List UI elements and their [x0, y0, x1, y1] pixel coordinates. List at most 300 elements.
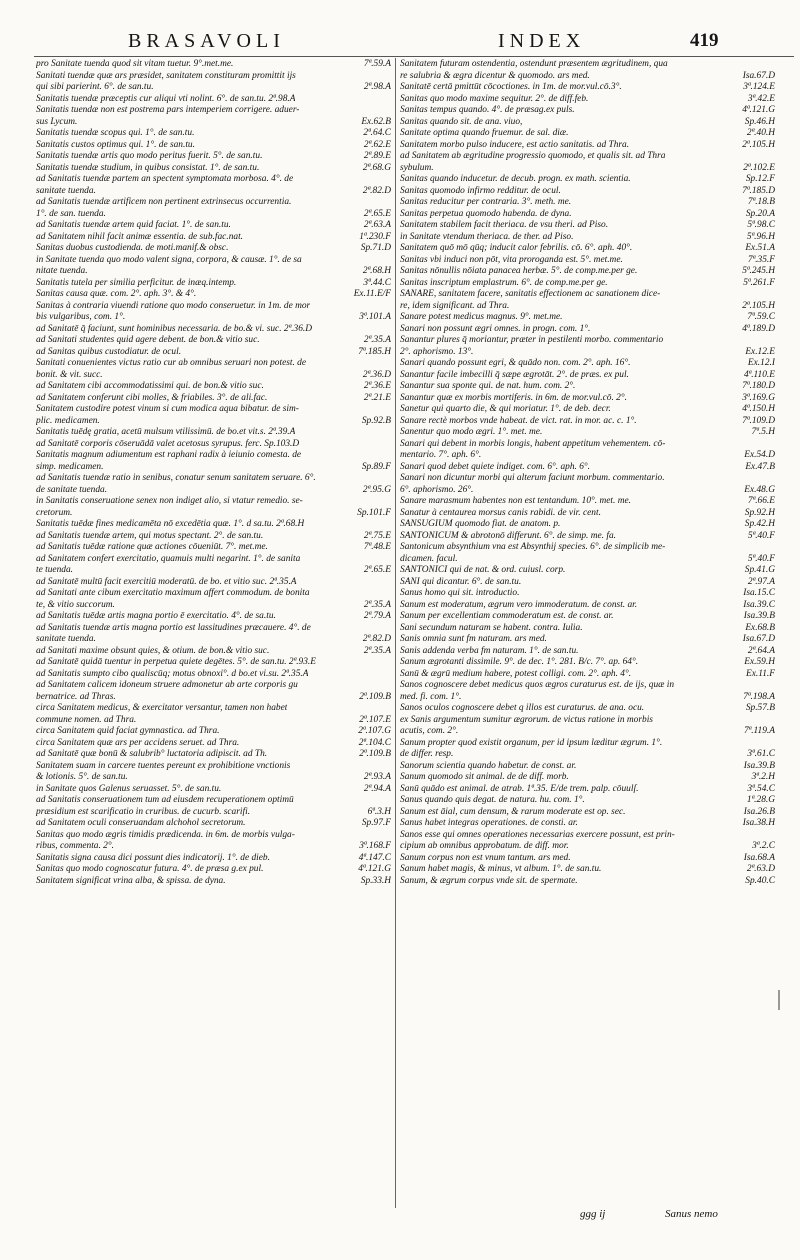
index-entry — [400, 163, 775, 175]
entry-text: re, idem significant. ad Thra. — [400, 300, 510, 311]
entry-text: Sanare marasmum habentes non est tentandum. 10°. met. me. — [400, 496, 631, 506]
entry-text: Sanitatem futuram ostendentia, ostendunt præsentem ægritudinem, qua — [400, 59, 668, 69]
entry-text: Sanitatis tuēdæ fines medicamēta nō excedētia quæ. 1°. d sa.tu. 2ª.68.H — [36, 519, 305, 529]
index-entry — [400, 71, 775, 83]
entry-reference: Sp.57.B — [745, 703, 775, 713]
entry-reference: 4ª.110.E — [743, 369, 775, 380]
entry-reference: 2ª.79.A — [363, 611, 391, 621]
entry-text: ad Sanitatem confert exercitatio, quamuis multi negarint. 1°. de sanita — [36, 553, 301, 564]
entry-text: ad Sanitatem ab ægritudine progressio quomodo, et qualis sit. ad Thra — [400, 151, 666, 161]
entry-reference — [387, 94, 391, 106]
entry-text: Sanitati conuenientes victus ratio cur ab omnibus seruari non potest. de — [36, 358, 307, 368]
entry-text: Sanitas nōnullis nōiata panacea herbæ. 5°. de comp.me.per ge. — [400, 266, 638, 276]
entry-text: Sanum est moderatum, ægrum vero immoderatum. de const. ar. — [400, 599, 638, 610]
entry-text: Sanitatē certā pmittūt cōcoctiones. in 1m. de mor.vul.cō.3°. — [400, 82, 622, 92]
index-entry — [400, 577, 775, 589]
running-title-left: BRASAVOLI — [128, 30, 285, 52]
index-entry — [400, 496, 775, 508]
index-entry — [36, 220, 391, 232]
entry-reference: Ex.11.E/F — [353, 289, 391, 299]
index-entry — [36, 151, 391, 163]
index-entry — [36, 876, 391, 888]
entry-reference — [387, 450, 391, 462]
entry-text: dicamen. facul. — [400, 553, 458, 564]
index-entry — [400, 611, 775, 623]
entry-reference — [387, 795, 391, 807]
entry-reference: Sp.40.C — [745, 875, 775, 886]
entry-text: mentario. 7°. aph. 6°. — [400, 450, 482, 460]
entry-text: Sanitatem quō mō qūq; inducit calor febrilis. cō. 6°. aph. 40°. — [400, 243, 633, 253]
entry-reference: 2ª.102.E — [743, 162, 775, 173]
entry-reference: Isa.39.B — [743, 760, 775, 771]
entry-reference: 7ª.48.E — [363, 542, 391, 552]
index-entry — [36, 105, 391, 117]
index-entry — [36, 197, 391, 209]
entry-text: Sanitatem significat vrina alba, & spissa. de dyna. — [36, 875, 226, 886]
index-entry — [36, 128, 391, 140]
entry-reference — [387, 174, 391, 186]
index-entry — [36, 278, 391, 290]
index-entry — [400, 588, 775, 600]
entry-text: Sanantur sua sponte qui. de nat. hum. com. 2°. — [400, 381, 576, 391]
entry-reference: 2ª.35.A — [363, 645, 391, 656]
entry-text: Sanum per excellentiam commoderatum est. de const. ar. — [400, 611, 614, 621]
entry-text: nitate tuenda. — [36, 266, 88, 276]
entry-reference: 5ª.245.H — [742, 266, 775, 276]
entry-reference: 2ª.93.A — [363, 772, 391, 782]
entry-reference — [387, 669, 391, 681]
entry-text: cretorum. — [36, 507, 73, 518]
index-entry — [36, 312, 391, 324]
index-entry — [36, 588, 391, 600]
entry-reference: 3ª.61.C — [747, 749, 775, 759]
entry-reference: 2ª.75.E — [363, 530, 391, 541]
index-entry — [400, 565, 775, 577]
entry-text: Sanantur plures q̄ moriantur, præter in pestilenti morbo. commentario — [400, 335, 664, 345]
index-entry — [400, 255, 775, 267]
index-entry — [36, 473, 391, 485]
index-entry — [36, 404, 391, 416]
entry-reference — [387, 830, 391, 842]
index-entry — [400, 853, 775, 865]
entry-reference: 5ª.261.F — [743, 277, 775, 288]
entry-text: SANSUGIUM quomodo fiat. de anatom. p. — [400, 519, 561, 529]
entry-text: Sanitatem stabilem facit theriaca. de vsu theri. ad Piso. — [400, 220, 609, 230]
entry-text: Sanum habet magis, & minus, vt album. 1°. de san.tu. — [400, 864, 602, 874]
index-entry — [36, 289, 391, 301]
entry-reference: 2ª.21.E — [363, 392, 391, 403]
entry-reference: 7ª.185.D — [742, 185, 775, 196]
entry-reference: 7ª.198.A — [743, 691, 775, 702]
entry-text: Sanitatis tuendæ præceptis cur aliqui vti nolint. 6°. de san.tu. 2ª.98.A — [36, 93, 296, 104]
entry-reference: 6ª.3.H — [367, 806, 391, 817]
index-entry — [400, 807, 775, 819]
entry-text: Sanū quādo est animal. de atrab. 1ª.35. E/de trem. palp. cōuulſ. — [400, 783, 639, 794]
index-entry — [400, 554, 775, 566]
entry-reference: 2ª.62.E — [363, 139, 391, 150]
entry-text: SANARE, sanitatem facere, sanitatis effectionem ac sanationem dice- — [400, 289, 661, 299]
index-entry — [400, 209, 775, 221]
entry-text: bis vulgaribus, com. 1°. — [36, 312, 126, 322]
index-entry — [36, 82, 391, 94]
index-entry — [400, 784, 775, 796]
entry-reference: 2ª.104.C — [358, 737, 391, 748]
entry-text: Sanitas quomodo infirmo redditur. de ocul. — [400, 185, 561, 196]
entry-text: Sanitas tempus quando. 4°. de præsag.ex puls. — [400, 105, 575, 115]
entry-text: Sanum ægrotanti dissimile. 9°. de dec. 1°. 281. B/c. 7°. ap. 64°. — [400, 657, 639, 667]
index-entry — [400, 347, 775, 359]
entry-reference: Ex.62.B — [361, 116, 391, 127]
signature-mark: ggg ij — [580, 1208, 606, 1220]
index-entry — [36, 715, 391, 727]
index-entry — [36, 818, 391, 830]
index-entry — [400, 289, 775, 301]
entry-text: Sanitas quando sit. de ana. viuo, — [400, 116, 523, 127]
entry-reference: 4ª.147.C — [358, 852, 391, 863]
index-entry — [400, 335, 775, 347]
entry-text: te, & vitio succorum. — [36, 599, 115, 610]
entry-reference: Sp.92.B — [361, 415, 391, 426]
index-entry — [400, 772, 775, 784]
entry-reference: 2ª.105.H — [742, 139, 775, 150]
entry-text: ad Sanitati studentes quid agere debent. de bon.& vitio suc. — [36, 335, 260, 345]
index-entry — [400, 243, 775, 255]
index-entry — [400, 427, 775, 439]
index-entry — [400, 404, 775, 416]
entry-reference: 5ª.98.C — [747, 220, 775, 230]
index-entry — [400, 312, 775, 324]
entry-text: Sanatur à centaurea morsus canis rabidi. de vir. cent. — [400, 507, 601, 518]
entry-text: Sanitatem suam in carcere tuentes pereunt ex prohibitione vnctionis — [36, 760, 291, 771]
index-entry — [36, 450, 391, 462]
index-entry — [400, 485, 775, 497]
entry-text: Sanetur qui quarto die, & qui moriatur. 1°. de deb. decr. — [400, 404, 611, 414]
index-entry — [400, 669, 775, 681]
index-entry — [400, 657, 775, 669]
entry-text: Sani secundum naturam se habent. contra. Iulia. — [400, 622, 583, 633]
entry-text: Sanare rectè morbos vnde habeat. de vict. rat. in mor. ac. c. 1°. — [400, 415, 637, 426]
index-entry — [400, 634, 775, 646]
entry-reference: 2ª.68.G — [362, 162, 391, 173]
entry-text: Sanari qui debent in morbis longis, habent appetitum vehementem. cō- — [400, 438, 666, 449]
index-entry — [400, 82, 775, 94]
entry-reference — [771, 542, 775, 554]
entry-text: Sanum corpus non est vnum tantum. ars med. — [400, 852, 571, 863]
entry-reference: 7ª.180.D — [742, 381, 775, 391]
index-entry — [400, 266, 775, 278]
entry-reference: 2ª.109.B — [359, 749, 391, 759]
index-entry — [36, 427, 391, 439]
entry-reference: 3ª.169.G — [742, 392, 775, 403]
index-entry — [400, 531, 775, 543]
index-entry — [400, 519, 775, 531]
index-entry — [36, 623, 391, 635]
index-entry — [36, 439, 391, 451]
index-entry — [36, 301, 391, 313]
index-entry — [400, 508, 775, 520]
index-entry — [400, 439, 775, 451]
entry-reference: 2ª.35.A — [363, 599, 391, 610]
entry-text: Sanantur quæ ex morbis mortiferis. in 6m. de mor.vul.cō. 2°. — [400, 392, 627, 403]
index-entry — [400, 151, 775, 163]
entry-text: Sanitas quo modo cognoscatur futura. 4°. de præsa g.ex pul. — [36, 864, 264, 874]
index-entry — [36, 209, 391, 221]
entry-reference: Ex.59.H — [744, 657, 775, 667]
entry-reference — [771, 439, 775, 451]
index-entry — [36, 117, 391, 129]
index-entry — [36, 508, 391, 520]
entry-reference — [771, 473, 775, 485]
entry-text: te tuenda. — [36, 565, 73, 575]
entry-reference: 2ª.107.G — [358, 726, 391, 736]
entry-reference: Sp.97.F — [361, 818, 391, 828]
entry-reference: Sp.71.D — [360, 243, 391, 253]
page-edge-mark — [778, 990, 780, 1010]
entry-text: med. fi. com. 1°. — [400, 691, 462, 702]
entry-text: Sanorum scientia quando habetur. de const. ar. — [400, 760, 577, 771]
entry-reference: 2ª.64.A — [747, 645, 775, 656]
entry-reference — [387, 301, 391, 313]
entry-reference: 7ª.66.E — [747, 496, 775, 506]
index-entry — [36, 462, 391, 474]
index-entry — [36, 94, 391, 106]
entry-text: 1°. de san. tuenda. — [36, 208, 106, 219]
index-entry — [400, 232, 775, 244]
entry-text: & lotionis. 5°. de san.tu. — [36, 772, 128, 782]
entry-reference: 2ª.40.H — [746, 128, 775, 138]
entry-text: de sanitate tuenda. — [36, 484, 108, 495]
entry-reference: 2ª.64.C — [363, 128, 391, 138]
entry-reference: 3ª.124.E — [743, 82, 775, 92]
entry-reference: 7ª.119.A — [743, 726, 775, 736]
index-entry — [36, 738, 391, 750]
entry-reference: 2ª.105.H — [742, 300, 775, 311]
page-footer — [0, 1208, 800, 1224]
entry-reference: Isa.67.D — [742, 634, 775, 644]
entry-text: Sanis addenda verba fm naturam. 1°. de san.tu. — [400, 645, 579, 656]
entry-text: sanitate tuenda. — [36, 185, 96, 196]
entry-reference — [387, 71, 391, 83]
entry-reference — [387, 577, 391, 589]
entry-text: plic. medicamen. — [36, 415, 100, 426]
entry-reference — [387, 623, 391, 635]
entry-text: ad Sanitatis tuendæ artificem non pertinent extrinsecus occurrentia. — [36, 197, 292, 207]
index-entry — [36, 531, 391, 543]
entry-reference — [771, 715, 775, 727]
entry-text: Santonicum absynthium vna est Absynthij species. 6°. de simplicib me- — [400, 542, 666, 552]
entry-reference: 7ª.35.F — [747, 254, 775, 265]
entry-reference: 2ª.63.A — [363, 220, 391, 230]
entry-text: Sanari non dicuntur morbi qui alterum faciunt morbum. commentario. — [400, 473, 665, 483]
index-entry — [36, 703, 391, 715]
index-entry — [36, 186, 391, 198]
entry-text: Sanus quando quis degat. de natura. hu. com. 1°. — [400, 795, 585, 805]
entry-reference: 2ª.98.A — [363, 82, 391, 92]
entry-text: bonit. & vit. succ. — [36, 369, 103, 380]
entry-reference — [387, 703, 391, 715]
entry-reference — [387, 255, 391, 267]
entry-text: acutis, com. 2°. — [400, 726, 459, 736]
entry-reference: Isa.67.D — [742, 70, 775, 81]
index-entry — [36, 807, 391, 819]
index-entry — [36, 577, 391, 589]
entry-reference: 2ª.107.E — [359, 714, 391, 725]
index-entry — [36, 692, 391, 704]
index-entry — [400, 324, 775, 336]
entry-reference: 7ª.109.D — [742, 415, 775, 426]
index-entry — [400, 301, 775, 313]
entry-reference: Sp.92.H — [744, 507, 775, 518]
entry-reference: Ex.12.E — [745, 346, 775, 357]
header-rule — [34, 56, 794, 57]
index-entry — [400, 864, 775, 876]
entry-text: Sanitas causa quæ. com. 2°. aph. 3°. & 4°. — [36, 289, 197, 299]
entry-text: Sanitas duobus custodienda. de moti.manif.& obsc. — [36, 243, 229, 253]
index-entry — [400, 680, 775, 692]
index-entry — [400, 761, 775, 773]
index-entry — [400, 646, 775, 658]
index-entry — [36, 646, 391, 658]
entry-reference: 4ª.121.G — [742, 105, 775, 115]
entry-text: pro Sanitate tuenda quod sit vitam tuetur. 9°.met.me. — [36, 59, 234, 69]
entry-reference — [387, 657, 391, 669]
entry-text: ad Sanitatis tuendæ partem an spectent symptomata morbosa. 4°. de — [36, 174, 294, 184]
index-entry — [36, 496, 391, 508]
entry-reference: 4ª.150.H — [742, 404, 775, 414]
entry-text: SANTONICI qui de nat. & ord. cuiusl. corp. — [400, 565, 566, 575]
entry-reference — [387, 473, 391, 485]
entry-text: Sanitatis custos optimus qui. 1°. de san.tu. — [36, 139, 195, 150]
index-entry — [36, 600, 391, 612]
index-entry — [400, 462, 775, 474]
entry-reference — [387, 588, 391, 600]
index-entry — [36, 864, 391, 876]
entry-reference: 2ª.89.E — [363, 151, 391, 161]
entry-reference: Isa.38.H — [742, 818, 775, 828]
entry-text: SANTONICUM & abrotonō differunt. 6°. de simp. me. fa. — [400, 530, 616, 541]
entry-reference: 3ª.42.E — [747, 93, 775, 104]
index-entry — [36, 324, 391, 336]
index-entry — [400, 278, 775, 290]
index-entry — [36, 611, 391, 623]
entry-text: ad Sanitatem nihil facit animæ essentia. de sub.fac.nat. — [36, 231, 244, 242]
entry-reference: Isa.26.B — [743, 806, 775, 817]
index-entry — [400, 94, 775, 106]
entry-reference — [771, 289, 775, 301]
entry-text: Sanantur facile imbecilli q̄ sæpe ægrotāt. 2°. de præs. ex pul. — [400, 369, 629, 380]
entry-reference: 1ª.28.G — [746, 795, 775, 805]
index-entry — [400, 623, 775, 635]
entry-text: sybulum. — [400, 162, 434, 173]
entry-reference: 4ª.121.G — [358, 864, 391, 874]
entry-text: circa Sanitatem medicus, & exercitator versantur, tamen non habet — [36, 703, 288, 713]
index-entry — [36, 853, 391, 865]
entry-text: Sanitatis signa causa dici possunt dies indicatorij. 1°. de dieb. — [36, 852, 270, 863]
index-entry — [36, 841, 391, 853]
index-entry — [36, 784, 391, 796]
entry-reference: 2ª.97.A — [747, 576, 775, 587]
entry-text: Sanos cognoscere debet medicus quos ægros curaturus est. de ijs, quæ in — [400, 680, 675, 690]
entry-reference — [387, 197, 391, 209]
index-entry — [400, 140, 775, 152]
entry-reference — [387, 105, 391, 117]
index-entry — [36, 554, 391, 566]
entry-reference: Isa.39.B — [743, 611, 775, 621]
entry-reference: Isa.68.A — [743, 852, 775, 863]
index-entry — [400, 197, 775, 209]
entry-reference: 2ª.65.E — [363, 565, 391, 575]
index-entry — [36, 726, 391, 738]
entry-reference — [387, 324, 391, 336]
index-entry — [400, 174, 775, 186]
entry-reference — [387, 404, 391, 416]
entry-text: Sanum est āial, cum densum, & rarum moderate est op. sec. — [400, 806, 626, 817]
entry-text: in Sanitatis conseruatione senex non indiget alio, si vtatur remedio. se- — [36, 496, 303, 506]
entry-reference — [387, 554, 391, 566]
entry-reference: 3ª.168.F — [359, 841, 391, 851]
entry-text: ad Sanitatem oculi conseruandam alchohol secretorum. — [36, 818, 246, 828]
entry-text: Sanis omnia sunt fm naturam. ars med. — [400, 634, 547, 644]
entry-text: ad Sanitatis sumpto cibo qualiscūq; motus obnoxi°. d bo.et vi.su. 2ª.35.A — [36, 668, 309, 679]
entry-reference — [771, 59, 775, 71]
entry-reference: 2ª.36.D — [362, 369, 391, 380]
entry-reference — [771, 680, 775, 692]
index-entry — [36, 163, 391, 175]
entry-text: ad Sanitatis tuēdæ ratione quæ actiones cōueniūt. 7°. met.me. — [36, 542, 268, 552]
index-entry — [36, 232, 391, 244]
entry-reference: 2ª.35.A — [363, 335, 391, 345]
index-entry — [36, 347, 391, 359]
entry-text: ad Sanitatis conseruationem tum ad eiusdem recuperationem optimū — [36, 795, 294, 805]
entry-text: Sanitatis magnum adiumentum est raphani radix à ieiunio comesta. de — [36, 450, 302, 460]
entry-text: sus Lycum. — [36, 116, 78, 127]
index-entry — [36, 358, 391, 370]
entry-reference: 2ª.68.H — [362, 266, 391, 276]
entry-reference: 5ª.40.F — [747, 553, 775, 564]
entry-reference: 2ª.36.E — [363, 381, 391, 391]
entry-text: Sanitas reducitur per contraria. 3°. meth. me. — [400, 197, 572, 207]
index-entry — [400, 59, 775, 71]
index-entry — [400, 715, 775, 727]
index-entry — [400, 830, 775, 842]
index-entry — [36, 669, 391, 681]
index-entry — [400, 703, 775, 715]
entry-text: Sanitate optima quando fruemur. de sal. diæ. — [400, 128, 569, 138]
index-entry — [400, 473, 775, 485]
entry-text: ad Sanitatē q̄ faciunt, sunt hominibus necessaria. de bo.& vi. suc. 2ª.36.D — [36, 323, 312, 334]
index-entry — [400, 876, 775, 888]
entry-text: Sanitatis tuendæ artis quo modo peritus fuerit. 5°. de san.tu. — [36, 151, 263, 161]
index-entry — [36, 680, 391, 692]
index-entry — [400, 692, 775, 704]
entry-reference: Sp.20.A — [745, 208, 775, 219]
entry-text: ad Sanitati maxime obsunt quies, & otium. de bon.& vitio suc. — [36, 645, 270, 656]
index-entry — [36, 370, 391, 382]
entry-text: ad Sanitati ante cibum exercitatio maximum affert commodum. de bonita — [36, 588, 310, 598]
entry-text: Sanitas inscriptum emplastrum. 6°. de comp.me.per ge. — [400, 277, 608, 288]
entry-reference: 3ª.44.C — [363, 277, 391, 288]
index-entry — [400, 542, 775, 554]
index-entry — [400, 128, 775, 140]
entry-text: Sanos esse qui omnes operationes necessarias exercere possunt, est prin- — [400, 829, 675, 840]
index-entry — [400, 393, 775, 405]
entry-reference: Sp.89.F — [361, 461, 391, 472]
index-entry — [400, 358, 775, 370]
entry-text: in Sanitate vtendum theriaca. de ther. ad Piso. — [400, 231, 574, 242]
entry-text: Sanos oculos cognoscere debet q illos est curaturus. de ana. ocu. — [400, 703, 645, 713]
entry-reference — [387, 427, 391, 439]
index-entry — [36, 772, 391, 784]
